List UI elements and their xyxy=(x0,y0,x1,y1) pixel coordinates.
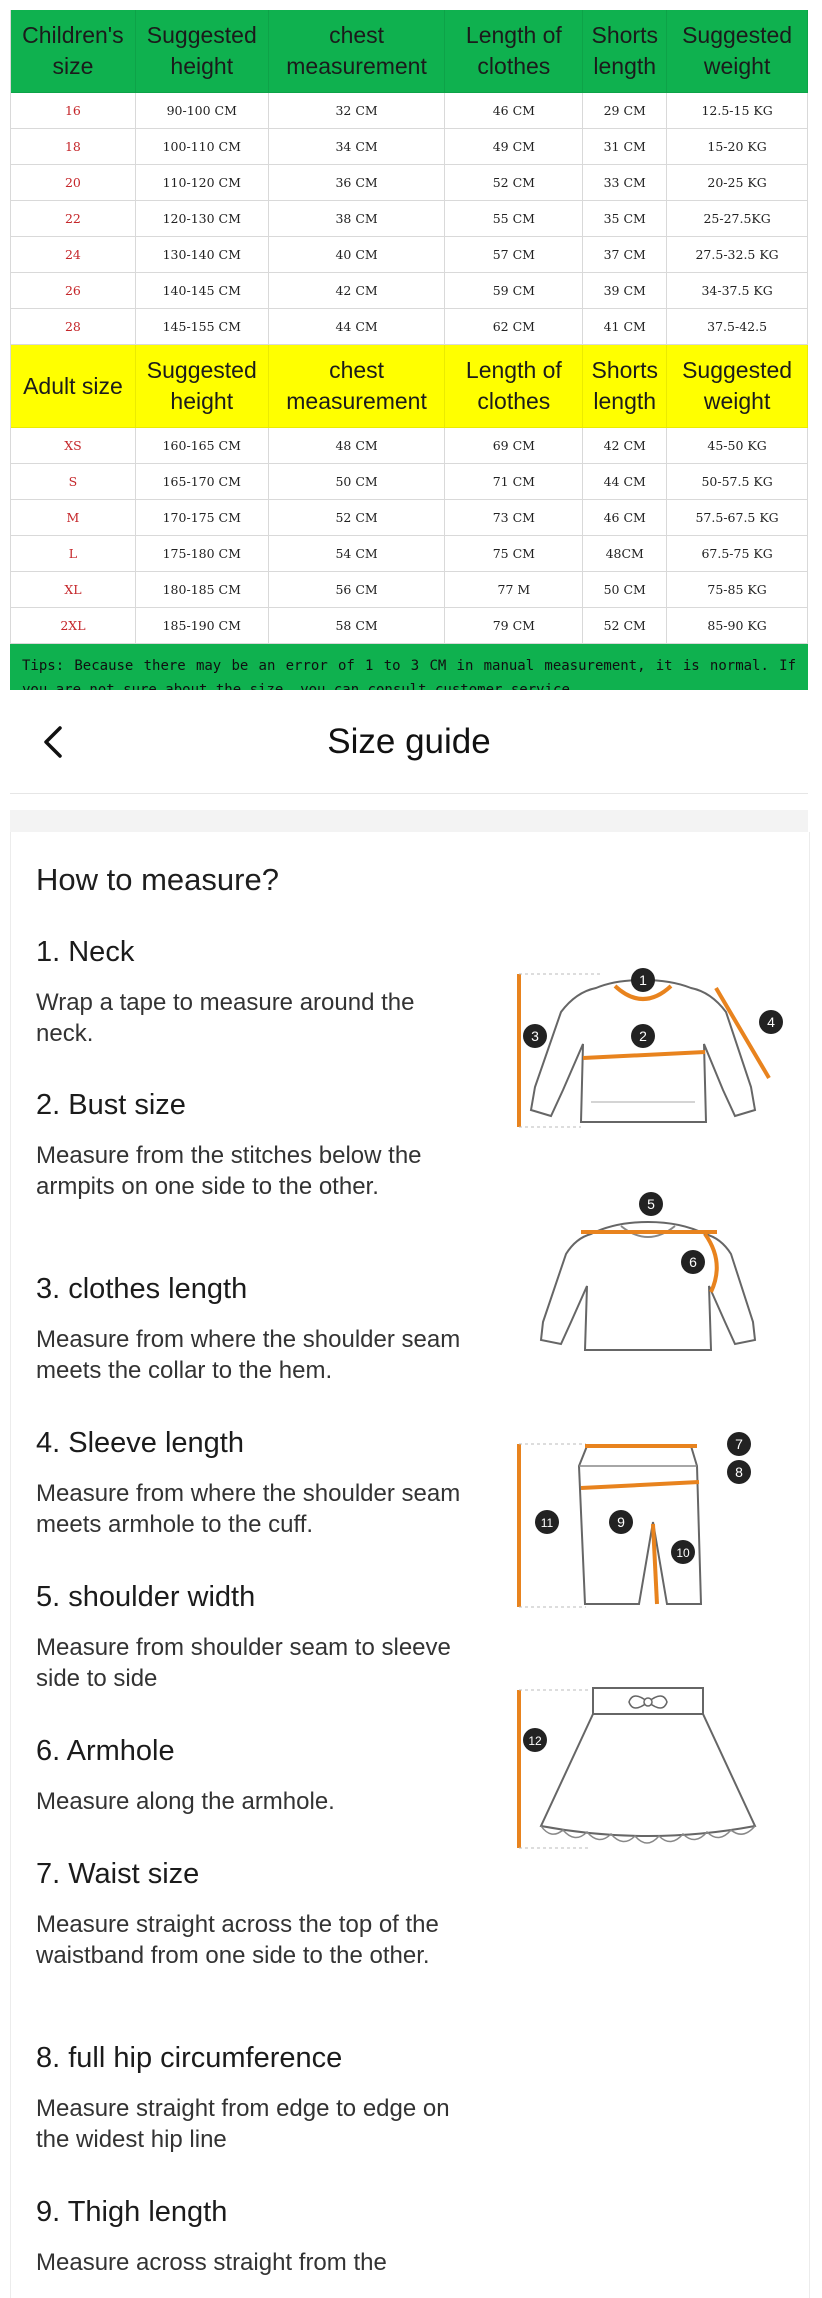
table-cell: 75-85 KG xyxy=(667,572,808,608)
size-cell: 22 xyxy=(11,201,136,237)
header-cell: chest measurement xyxy=(269,10,446,93)
table-cell: 145-155 CM xyxy=(136,309,269,345)
table-row xyxy=(10,536,808,572)
marker-7 xyxy=(727,1432,751,1456)
table-row xyxy=(10,464,808,500)
children-rows xyxy=(10,93,808,345)
table-cell: 58 CM xyxy=(269,608,446,644)
marker-8 xyxy=(727,1460,751,1484)
table-row xyxy=(10,273,808,309)
size-cell: XS xyxy=(11,428,136,464)
step-title: 7. Waist size xyxy=(36,1858,200,1890)
table-cell: 120-130 CM xyxy=(136,201,269,237)
svg-text:10: 10 xyxy=(676,1546,690,1560)
table-cell: 55 CM xyxy=(445,201,583,237)
header-cell: Suggested height xyxy=(136,345,269,428)
size-cell: 26 xyxy=(11,273,136,309)
svg-text:3: 3 xyxy=(531,1028,539,1044)
table-row xyxy=(10,237,808,273)
step-description: Measure from the stitches below the armpits on one side to the other. xyxy=(36,1142,422,1200)
table-cell: 85-90 KG xyxy=(667,608,808,644)
section-divider xyxy=(10,810,808,832)
marker-5 xyxy=(639,1192,663,1216)
marker-2 xyxy=(631,1024,655,1048)
marker-1 xyxy=(631,968,655,992)
table-cell: 46 CM xyxy=(583,500,667,536)
table-cell: 45-50 KG xyxy=(667,428,808,464)
sweater-measure-illustration xyxy=(501,962,791,1142)
table-cell: 52 CM xyxy=(583,608,667,644)
table-row xyxy=(10,201,808,237)
table-cell: 33 CM xyxy=(583,165,667,201)
table-cell: 110-120 CM xyxy=(136,165,269,201)
header-cell: Suggested height xyxy=(136,10,269,93)
size-cell: XL xyxy=(11,572,136,608)
step-description: Measure from where the shoulder seam meets armhole to the cuff. xyxy=(36,1480,461,1538)
svg-text:11: 11 xyxy=(540,1516,554,1530)
size-cell: 20 xyxy=(11,165,136,201)
guide-heading: How to measure? xyxy=(36,862,279,897)
size-cell: 18 xyxy=(11,129,136,165)
table-cell: 77 M xyxy=(445,572,583,608)
table-cell: 48CM xyxy=(583,536,667,572)
table-cell: 49 CM xyxy=(445,129,583,165)
table-cell: 12.5-15 KG xyxy=(667,93,808,129)
table-cell: 130-140 CM xyxy=(136,237,269,273)
table-cell: 71 CM xyxy=(445,464,583,500)
header-cell: Adult size xyxy=(11,345,136,428)
step-description: Measure along the armhole. xyxy=(36,1788,335,1815)
table-cell: 32 CM xyxy=(269,93,446,129)
svg-text:4: 4 xyxy=(767,1014,775,1030)
shorts-measure-illustration xyxy=(501,1432,791,1612)
header-cell: Shorts length xyxy=(583,10,667,93)
marker-12 xyxy=(523,1728,547,1752)
table-cell: 20-25 KG xyxy=(667,165,808,201)
table-cell: 44 CM xyxy=(269,309,446,345)
table-cell: 79 CM xyxy=(445,608,583,644)
measure-guide xyxy=(10,832,810,2298)
step-title: 5. shoulder width xyxy=(36,1581,256,1613)
table-cell: 50 CM xyxy=(583,572,667,608)
table-cell: 69 CM xyxy=(445,428,583,464)
table-cell: 57.5-67.5 KG xyxy=(667,500,808,536)
table-row xyxy=(10,428,808,464)
table-cell: 59 CM xyxy=(445,273,583,309)
table-cell: 50 CM xyxy=(269,464,446,500)
size-cell: L xyxy=(11,536,136,572)
table-cell: 39 CM xyxy=(583,273,667,309)
step-title: 9. Thigh length xyxy=(36,2196,228,2228)
table-cell: 37 CM xyxy=(583,237,667,273)
step-description: Measure from where the shoulder seam meets the collar to the hem. xyxy=(36,1326,461,1384)
header-cell: Shorts length xyxy=(583,345,667,428)
table-cell: 52 CM xyxy=(269,500,446,536)
table-row xyxy=(10,129,808,165)
table-cell: 36 CM xyxy=(269,165,446,201)
step-title: 1. Neck xyxy=(36,936,135,968)
table-cell: 75 CM xyxy=(445,536,583,572)
table-cell: 56 CM xyxy=(269,572,446,608)
table-cell: 185-190 CM xyxy=(136,608,269,644)
step-description: Measure across straight from the xyxy=(36,2249,387,2276)
header-cell: Length of clothes xyxy=(445,345,583,428)
step-title: 4. Sleeve length xyxy=(36,1427,244,1459)
adult-rows xyxy=(10,428,808,644)
table-cell: 37.5-42.5 xyxy=(667,309,808,345)
table-row xyxy=(10,608,808,644)
table-cell: 180-185 CM xyxy=(136,572,269,608)
skirt-measure-illustration xyxy=(501,1680,791,1860)
table-row xyxy=(10,93,808,129)
table-cell: 52 CM xyxy=(445,165,583,201)
step-title: 6. Armhole xyxy=(36,1735,175,1767)
table-cell: 67.5-75 KG xyxy=(667,536,808,572)
svg-text:8: 8 xyxy=(735,1464,743,1480)
table-cell: 170-175 CM xyxy=(136,500,269,536)
table-cell: 73 CM xyxy=(445,500,583,536)
page-title: Size guide xyxy=(327,722,491,761)
svg-text:7: 7 xyxy=(735,1436,743,1452)
table-cell: 100-110 CM xyxy=(136,129,269,165)
header-cell: Suggested weight xyxy=(667,345,808,428)
table-cell: 46 CM xyxy=(445,93,583,129)
table-cell: 90-100 CM xyxy=(136,93,269,129)
table-cell: 160-165 CM xyxy=(136,428,269,464)
table-row xyxy=(10,572,808,608)
table-cell: 50-57.5 KG xyxy=(667,464,808,500)
table-cell: 15-20 KG xyxy=(667,129,808,165)
marker-10 xyxy=(671,1540,695,1564)
table-cell: 25-27.5KG xyxy=(667,201,808,237)
step-description: Measure straight from edge to edge on the widest hip line xyxy=(36,2095,450,2153)
size-table xyxy=(10,10,808,711)
table-cell: 27.5-32.5 KG xyxy=(667,237,808,273)
svg-text:1: 1 xyxy=(639,972,647,988)
svg-text:6: 6 xyxy=(689,1254,697,1270)
svg-text:9: 9 xyxy=(617,1514,625,1530)
table-cell: 42 CM xyxy=(583,428,667,464)
svg-text:12: 12 xyxy=(528,1734,542,1748)
marker-3 xyxy=(523,1024,547,1048)
step-title: 8. full hip circumference xyxy=(36,2042,343,2074)
step-description: Measure straight across the top of the waistband from one side to the other. xyxy=(36,1911,439,1969)
table-row xyxy=(10,165,808,201)
step-description: Wrap a tape to measure around the neck. xyxy=(36,989,415,1047)
table-cell: 42 CM xyxy=(269,273,446,309)
table-cell: 48 CM xyxy=(269,428,446,464)
marker-6 xyxy=(681,1250,705,1274)
step-description: Measure from shoulder seam to sleeve side to side xyxy=(36,1634,451,1692)
children-header-row xyxy=(10,10,808,93)
table-row xyxy=(10,309,808,345)
marker-11 xyxy=(535,1510,559,1534)
table-cell: 57 CM xyxy=(445,237,583,273)
table-cell: 41 CM xyxy=(583,309,667,345)
table-cell: 29 CM xyxy=(583,93,667,129)
marker-9 xyxy=(609,1510,633,1534)
table-cell: 44 CM xyxy=(583,464,667,500)
nav-bar xyxy=(10,690,808,794)
table-cell: 175-180 CM xyxy=(136,536,269,572)
table-cell: 35 CM xyxy=(583,201,667,237)
size-cell: 24 xyxy=(11,237,136,273)
table-cell: 54 CM xyxy=(269,536,446,572)
table-cell: 40 CM xyxy=(269,237,446,273)
table-cell: 34 CM xyxy=(269,129,446,165)
table-cell: 34-37.5 KG xyxy=(667,273,808,309)
adult-header-row xyxy=(10,345,808,428)
step-title: 2. Bust size xyxy=(36,1089,186,1121)
size-cell: M xyxy=(11,500,136,536)
step-title: 3. clothes length xyxy=(36,1273,248,1305)
marker-4 xyxy=(759,1010,783,1034)
header-cell: Children's size xyxy=(11,10,136,93)
table-cell: 38 CM xyxy=(269,201,446,237)
table-cell: 31 CM xyxy=(583,129,667,165)
size-cell: 16 xyxy=(11,93,136,129)
size-cell: 28 xyxy=(11,309,136,345)
tips-banner: Tips: Because there may be an error of 1 to 3 CM in manual measurement, it is normal. If xyxy=(10,644,808,711)
table-cell: 165-170 CM xyxy=(136,464,269,500)
header-cell: Suggested weight xyxy=(667,10,808,93)
table-cell: 140-145 CM xyxy=(136,273,269,309)
size-cell: S xyxy=(11,464,136,500)
svg-text:2: 2 xyxy=(639,1028,647,1044)
size-cell: 2XL xyxy=(11,608,136,644)
header-cell: Length of clothes xyxy=(445,10,583,93)
table-cell: 62 CM xyxy=(445,309,583,345)
shirt-shoulder-illustration xyxy=(521,1192,781,1352)
header-cell: chest measurement xyxy=(269,345,446,428)
svg-text:5: 5 xyxy=(647,1196,655,1212)
table-row xyxy=(10,500,808,536)
